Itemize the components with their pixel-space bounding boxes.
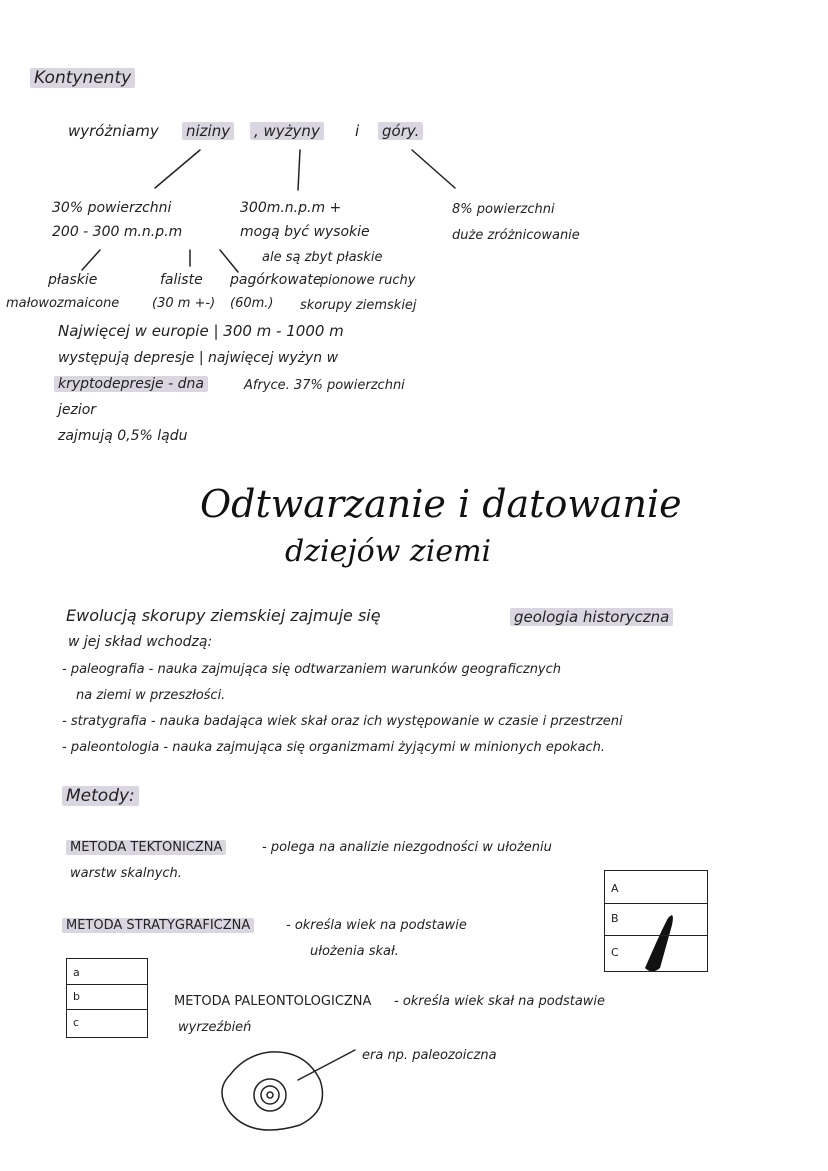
- sklad-text: w jej skład wchodzą:: [68, 634, 213, 650]
- met1-text2: warstw skalnych.: [70, 866, 182, 881]
- line-gory: [412, 150, 455, 188]
- strata-box-lower-abc: [66, 958, 148, 1038]
- item-paleografia: - paleografia - nauka zajmująca się odtwarzaniem warunków geograficznych: [62, 662, 562, 677]
- section2-title-line1: Odtwarzanie i datowanie: [200, 482, 682, 526]
- note-najwiecej: Najwięcej w europie | 300 m - 1000 m: [58, 322, 344, 340]
- met3-name: METODA PALEONTOLOGICZNA: [174, 994, 372, 1009]
- intro-prefix: wyróżniamy: [68, 122, 159, 140]
- line-wyzyny: [298, 150, 300, 190]
- strata-layer-lower-b: b: [67, 985, 147, 1010]
- strata-box-abc: [604, 870, 708, 972]
- intro-i: i: [355, 122, 360, 140]
- era-label: era np. paleozoiczna: [362, 1048, 497, 1063]
- item-stratygrafia: - stratygrafia - nauka badająca wiek skał oraz ich występowanie w czasie i przestrzeni: [62, 714, 623, 729]
- intro-gory: góry.: [378, 122, 423, 140]
- col2-line4: pionowe ruchy: [320, 273, 416, 288]
- strata-layer-lower-c: c: [73, 1016, 80, 1029]
- col1-line2: 200 - 300 m.n.p.m: [52, 224, 183, 240]
- note-depresje: występują depresje | najwięcej wyżyn w: [58, 350, 339, 366]
- intro-wyzyny: , wyżyny: [250, 122, 324, 140]
- note-afryce: Afryce. 37% powierzchni: [244, 378, 405, 393]
- line-plaskie: [82, 250, 100, 270]
- col3-line2: duże zróżnicowanie: [452, 228, 580, 243]
- col1-line1: 30% powierzchni: [52, 200, 172, 216]
- note-jezior: jezior: [58, 402, 97, 418]
- met3-text2: wyrzeźbień: [178, 1020, 252, 1035]
- item-paleontologia: - paleontologia - nauka zajmująca się organizmami żyjącymi w minionych epokach.: [62, 740, 606, 755]
- met2-name: METODA STRATYGRAFICZNA: [62, 918, 254, 933]
- line-era-arrow: [298, 1050, 355, 1080]
- geologia-historyczna: geologia historyczna: [510, 608, 673, 626]
- ewolucja-text: Ewolucją skorupy ziemskiej zajmuje się: [66, 606, 381, 625]
- col1-sub-pagorkowate: pagórkowate: [230, 272, 322, 288]
- intro-niziny: niziny: [182, 122, 234, 140]
- note-kryptodepresje: kryptodepresje - dna: [54, 376, 208, 392]
- strata-layer-c: C: [611, 946, 619, 959]
- strata-layer-b: B: [605, 904, 707, 936]
- section2-title-line2: dziejów ziemi: [285, 534, 492, 569]
- fossil-outline: [222, 1052, 323, 1130]
- met1-text: - polega na analizie niezgodności w ułożeniu: [262, 840, 552, 855]
- title-kontynenty: Kontynenty: [30, 68, 135, 88]
- met3-text: - określa wiek skał na podstawie: [394, 994, 606, 1009]
- met2-text2: ułożenia skał.: [310, 944, 399, 959]
- metody-title: Metody:: [62, 786, 139, 806]
- col2-line1: 300m.n.p.m +: [240, 200, 342, 216]
- col1-line4: (30 m +-): [152, 296, 216, 311]
- col1-line5: (60m.): [230, 296, 274, 311]
- met2-text: - określa wiek na podstawie: [286, 918, 467, 933]
- col2-line2: mogą być wysokie: [240, 224, 370, 240]
- ammonite-inner: [267, 1092, 273, 1098]
- note-zajmuja: zajmują 0,5% lądu: [58, 428, 188, 444]
- col1-line3: małowozmaicone: [6, 296, 120, 311]
- ammonite-middle: [261, 1086, 279, 1104]
- col2-line3: ale są zbyt płaskie: [262, 250, 383, 265]
- line-pagorkowate: [220, 250, 238, 272]
- ammonite-outer: [254, 1079, 286, 1111]
- line-niziny: [155, 150, 200, 188]
- strata-layer-a: A: [605, 871, 707, 904]
- item-paleografia-cont: na ziemi w przeszłości.: [76, 688, 226, 703]
- col3-line1: 8% powierzchni: [452, 202, 555, 217]
- col1-sub-faliste: faliste: [160, 272, 203, 288]
- col1-sub-plaskie: płaskie: [48, 272, 98, 288]
- col2-line5: skorupy ziemskiej: [300, 298, 417, 313]
- met1-name: METODA TEKTONICZNA: [66, 840, 226, 855]
- strata-layer-lower-a: a: [67, 959, 147, 985]
